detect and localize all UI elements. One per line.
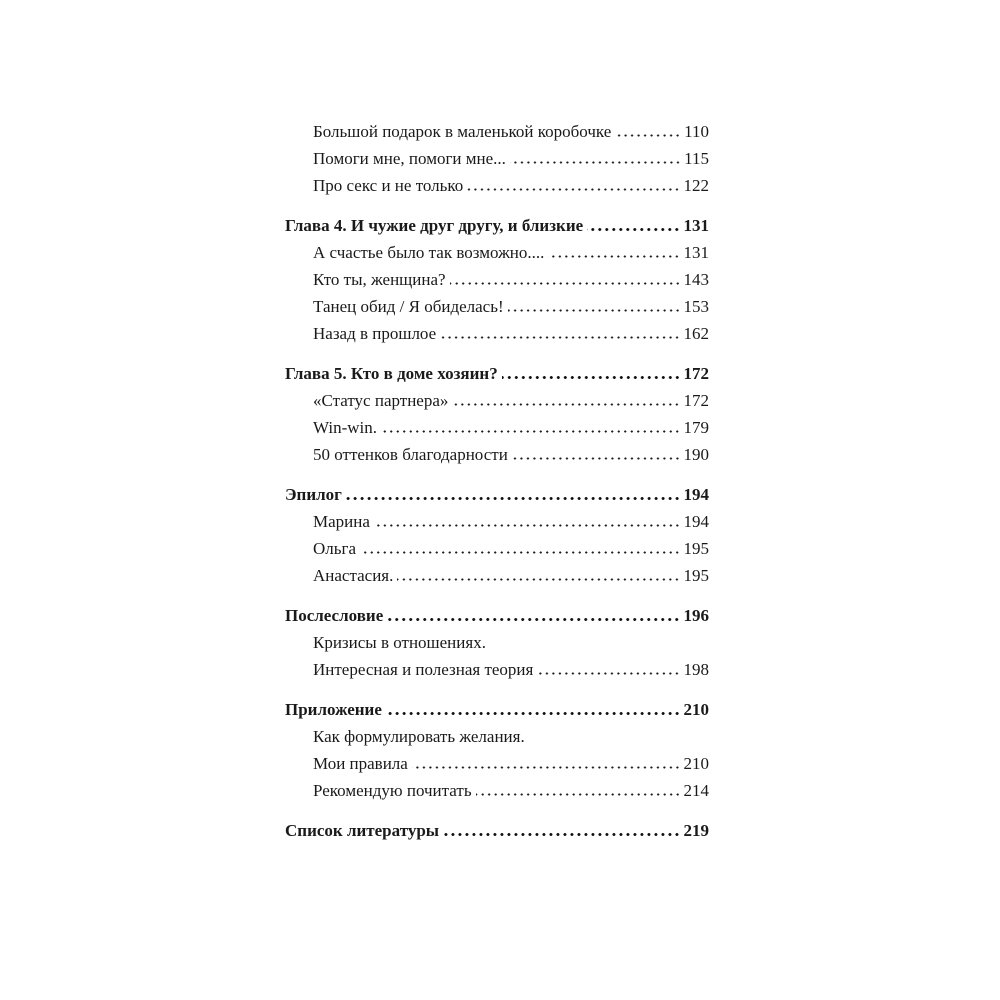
toc-chapter-entry <box>285 212 709 239</box>
toc-entry-line <box>285 239 709 266</box>
toc-page-number: 196 <box>683 606 709 625</box>
toc-entry-title: Интересная и полезная теория <box>313 660 534 679</box>
toc-chapter-entry <box>285 481 709 508</box>
toc-section-entry <box>285 145 709 172</box>
toc-page-number: 131 <box>683 216 709 235</box>
toc-page-number: 190 <box>683 445 709 464</box>
toc-page-number: 194 <box>683 512 709 531</box>
dot-leader <box>386 705 681 715</box>
toc-entry-line <box>285 320 709 347</box>
toc-entry-title: «Статус партнера» <box>313 391 449 410</box>
dot-leader <box>412 759 681 769</box>
toc-entry-line <box>285 602 709 629</box>
dot-leader <box>387 611 680 621</box>
dot-leader <box>381 423 681 433</box>
toc-entry-title: Мои правила <box>313 754 408 773</box>
table-of-contents <box>285 118 709 844</box>
toc-entry-line <box>285 360 709 387</box>
toc-entry-title: Win-win. <box>313 418 377 437</box>
toc-entry-line <box>285 118 709 145</box>
toc-section-entry <box>285 118 709 145</box>
toc-page-number: 162 <box>683 324 709 343</box>
toc-page-number: 195 <box>683 539 709 558</box>
toc-entry-title: Кто ты, женщина? <box>313 270 446 289</box>
toc-entry-line <box>285 777 709 804</box>
dot-leader <box>443 826 680 836</box>
dot-leader <box>360 544 680 554</box>
dot-leader <box>615 127 681 137</box>
toc-entry-title: Про секс и не только <box>313 176 464 195</box>
toc-chapter-entry <box>285 817 709 844</box>
toc-page-number: 131 <box>683 243 709 262</box>
toc-page-number: 195 <box>683 566 709 585</box>
toc-page-number: 153 <box>683 297 709 316</box>
toc-page-number: 210 <box>683 754 709 773</box>
toc-entry-title: Глава 4. И чужие друг другу, и близкие <box>285 216 584 235</box>
toc-entry-line <box>285 145 709 172</box>
dot-leader <box>440 329 680 339</box>
dot-leader <box>374 517 681 527</box>
toc-page-number: 210 <box>683 700 709 719</box>
toc-entry-line <box>285 387 709 414</box>
dot-leader <box>346 490 681 500</box>
dot-leader <box>508 302 681 312</box>
toc-chapter-entry <box>285 602 709 629</box>
toc-entry-line <box>285 656 709 683</box>
dot-leader <box>397 571 680 581</box>
toc-entry-line <box>285 750 709 777</box>
toc-section-entry <box>285 387 709 414</box>
dot-leader <box>512 450 681 460</box>
toc-entry-line <box>285 441 709 468</box>
toc-section-entry <box>285 172 709 199</box>
toc-page-number: 214 <box>683 781 709 800</box>
toc-section-entry <box>285 535 709 562</box>
toc-entry-title: Марина <box>313 512 370 531</box>
toc-section-entry <box>285 777 709 804</box>
toc-section-entry <box>285 629 709 683</box>
toc-section-entry <box>285 266 709 293</box>
toc-entry-line <box>285 562 709 589</box>
toc-entry-title: Послесловие <box>285 606 384 625</box>
toc-entry-title-line1: Кризисы в отношениях. <box>313 633 486 652</box>
toc-entry-title: Большой подарок в маленькой коробочке <box>313 122 612 141</box>
dot-leader <box>510 154 681 164</box>
dot-leader <box>452 396 680 406</box>
toc-section-entry <box>285 508 709 535</box>
dot-leader <box>548 248 680 258</box>
toc-section-entry <box>285 562 709 589</box>
toc-entry-line <box>285 817 709 844</box>
toc-entry-title: Танец обид / Я обиделась! <box>313 297 504 316</box>
toc-entry-line <box>285 172 709 199</box>
toc-entry-title: Приложение <box>285 700 382 719</box>
toc-entry-title: Анастасия. <box>313 566 394 585</box>
toc-entry-title: 50 оттенков благодарности <box>313 445 508 464</box>
dot-leader <box>467 181 680 191</box>
dot-leader <box>502 369 681 379</box>
toc-entry-line <box>285 508 709 535</box>
toc-page-number: 122 <box>683 176 709 195</box>
toc-section-entry <box>285 723 709 777</box>
toc-page-number: 194 <box>683 485 709 504</box>
toc-entry-title: А счастье было так возможно.... <box>313 243 545 262</box>
toc-entry-line <box>285 696 709 723</box>
toc-page-number: 110 <box>684 122 709 141</box>
toc-entry-title: Помоги мне, помоги мне... <box>313 149 506 168</box>
toc-entry-title: Глава 5. Кто в доме хозяин? <box>285 364 498 383</box>
toc-section-entry <box>285 414 709 441</box>
dot-leader <box>450 275 681 285</box>
toc-entry-title: Список литературы <box>285 821 440 840</box>
toc-section-entry <box>285 441 709 468</box>
toc-section-entry <box>285 320 709 347</box>
dot-leader <box>587 221 680 231</box>
toc-entry-line <box>285 414 709 441</box>
toc-section-entry <box>285 293 709 320</box>
toc-entry-title-line1: Как формулировать желания. <box>313 727 525 746</box>
toc-page-number: 219 <box>683 821 709 840</box>
toc-entry-line <box>285 212 709 239</box>
toc-entry-line <box>285 481 709 508</box>
dot-leader <box>537 665 680 675</box>
toc-entry-title: Рекомендую почитать <box>313 781 472 800</box>
toc-entry-line <box>285 293 709 320</box>
toc-page-number: 172 <box>683 364 709 383</box>
toc-entry-title: Назад в прошлое <box>313 324 437 343</box>
toc-entry-line <box>285 266 709 293</box>
dot-leader <box>476 786 681 796</box>
toc-page-number: 198 <box>683 660 709 679</box>
toc-page-number: 115 <box>684 149 709 168</box>
toc-page-number: 172 <box>683 391 709 410</box>
toc-entry-title: Ольга <box>313 539 357 558</box>
toc-page-number: 179 <box>683 418 709 437</box>
toc-chapter-entry <box>285 696 709 723</box>
toc-chapter-entry <box>285 360 709 387</box>
toc-section-entry <box>285 239 709 266</box>
toc-entry-line <box>285 535 709 562</box>
toc-entry-title: Эпилог <box>285 485 342 504</box>
toc-page-number: 143 <box>683 270 709 289</box>
